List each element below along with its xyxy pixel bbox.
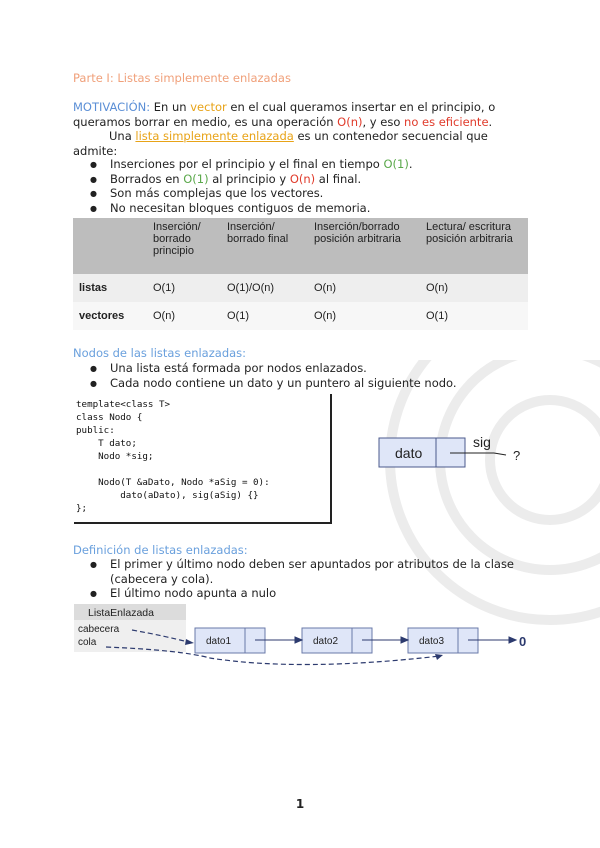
class-name: ListaEnlazada bbox=[88, 607, 154, 619]
table-cell: listas bbox=[79, 282, 108, 294]
table-cell: O(n) bbox=[426, 282, 448, 294]
text: , y eso bbox=[362, 114, 405, 129]
page-number: 1 bbox=[295, 797, 305, 811]
features-list bbox=[90, 157, 520, 215]
part-title: Parte I: Listas simplemente enlazadas bbox=[73, 71, 291, 85]
table-row bbox=[73, 302, 528, 330]
text: en el cual queramos insertar en el principio, o queramos borrar en medio, es una operación bbox=[73, 100, 496, 129]
code-horizontal-rule bbox=[74, 522, 332, 524]
list-item: ● Cada nodo contiene un dato y un puntero al siguiente nodo. bbox=[90, 376, 530, 391]
table-cell: vectores bbox=[79, 310, 125, 322]
attr-cola: cola bbox=[78, 637, 97, 648]
intro-paragraph bbox=[73, 129, 513, 158]
motivation-paragraph bbox=[73, 100, 513, 129]
node-diagram bbox=[370, 425, 540, 475]
table-row bbox=[73, 274, 528, 302]
nodes-list bbox=[90, 361, 530, 390]
vector-term: vector bbox=[190, 100, 227, 114]
arrowhead bbox=[185, 639, 194, 645]
list-item: ● Una lista está formada por nodos enlazados. bbox=[90, 361, 530, 376]
table-cell: O(n) bbox=[314, 310, 336, 322]
node-pointer-line bbox=[494, 453, 506, 455]
text: . bbox=[488, 114, 493, 129]
node-3-label: dato3 bbox=[419, 636, 445, 647]
text: es un contenedor secuencial que admite: bbox=[73, 129, 488, 158]
node-1-label: dato1 bbox=[206, 636, 232, 647]
arrowhead bbox=[401, 637, 408, 643]
motivation-label: MOTIVACIÓN: bbox=[73, 100, 151, 114]
text: En un bbox=[150, 100, 191, 114]
null-question-mark: ? bbox=[513, 448, 521, 463]
table-cell: O(n) bbox=[153, 310, 175, 322]
list-item: ● El último nodo apunta a nulo bbox=[90, 586, 520, 601]
definition-section-title: Definición de listas enlazadas: bbox=[73, 543, 248, 557]
code-vertical-rule bbox=[330, 394, 332, 524]
node-dato-label: dato bbox=[395, 445, 423, 461]
list-item: ● Son más complejas que los vectores. bbox=[90, 186, 520, 201]
list-item: ● El primer y último nodo deben ser apuntados por atributos de la clase (cabecera y cola). bbox=[90, 557, 520, 586]
list-item: ● Inserciones por el principio y el final en tiempo O(1). bbox=[90, 157, 520, 172]
arrowhead bbox=[509, 637, 516, 643]
table-cell: O(1)/O(n) bbox=[227, 282, 275, 294]
table-header: Inserción/ borrado principio bbox=[153, 221, 201, 257]
table-cell: O(1) bbox=[227, 310, 249, 322]
definition-list bbox=[90, 557, 520, 601]
node-code-block: template<class T> class Nodo { public: T dato; Nodo *sig; Nodo(T &aDato, Nodo *aSig = 0): dato(aDato), sig(aSig) {} }; bbox=[76, 399, 270, 514]
null-terminator: 0 bbox=[519, 634, 527, 649]
complexity-table bbox=[73, 218, 528, 330]
nodes-section-title: Nodos de las listas enlazadas: bbox=[73, 346, 247, 360]
table-header bbox=[73, 218, 147, 274]
list-link[interactable]: lista simplemente enlazada bbox=[135, 129, 294, 143]
table-header-row bbox=[73, 218, 528, 274]
arrowhead bbox=[295, 637, 302, 643]
list-item: ● Borrados en O(1) al principio y O(n) al final. bbox=[90, 172, 520, 187]
table-cell: O(1) bbox=[153, 282, 175, 294]
arrowhead bbox=[435, 654, 443, 660]
cola-pointer bbox=[106, 647, 440, 665]
table-header: Inserción/ borrado final bbox=[227, 221, 289, 245]
table-header: Lectura/ escritura posición arbitraria bbox=[426, 221, 513, 245]
node-2-label: dato2 bbox=[313, 636, 339, 647]
list-item: ● No necesitan bloques contiguos de memoria. bbox=[90, 201, 520, 216]
table-header: Inserción/borrado posición arbitraria bbox=[314, 221, 401, 245]
table-cell: O(1) bbox=[426, 310, 448, 322]
not-efficient: no es eficiente bbox=[404, 114, 489, 129]
linked-list-diagram bbox=[70, 600, 535, 672]
node-sig-label: sig bbox=[473, 434, 491, 450]
table-cell: O(n) bbox=[314, 282, 336, 294]
complexity-on: O(n) bbox=[337, 114, 363, 129]
attr-cabecera: cabecera bbox=[78, 624, 120, 635]
text: Una bbox=[109, 129, 136, 143]
